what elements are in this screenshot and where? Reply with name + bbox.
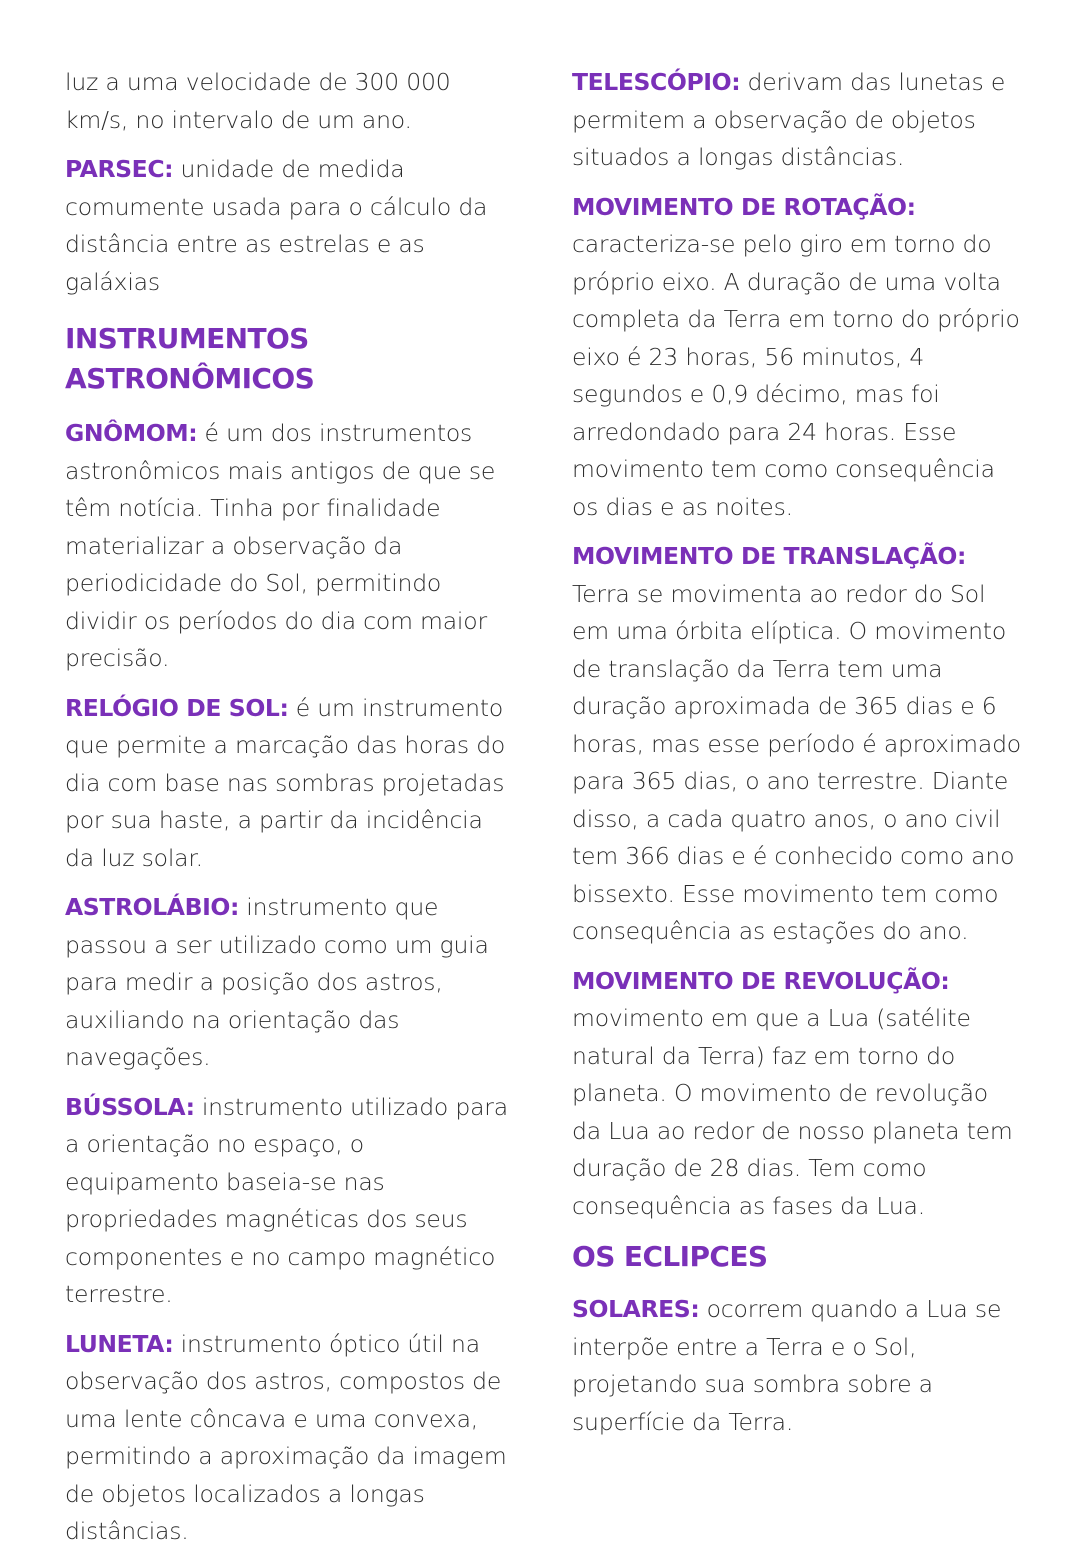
spyglass-definition — [65, 1326, 515, 1551]
telescope-term: TELESCÓPIO: — [572, 68, 741, 96]
spyglass-term: LUNETA: — [65, 1329, 174, 1358]
revolution-definition — [572, 963, 1022, 1226]
sundial-definition — [65, 690, 515, 878]
eclipses-section-title: OS ECLIPCES — [572, 1240, 768, 1273]
rotation-definition — [572, 189, 1022, 527]
parsec-definition — [65, 151, 515, 301]
gnomom-text: é um dos instrumentos astronômicos mais antigos de que se têm notícia. Tinha por finalidade materializar a observação da periodicidade do Sol, permitindo dividir os períodos do dia com maior precisão. — [65, 419, 496, 672]
telescope-definition — [572, 64, 1022, 177]
solar-eclipse-text: ocorrem quando a Lua se interpõe entre a Terra e o Sol, projetando sua sombra sobre a superfície da Terra. — [572, 1295, 1002, 1436]
telescope-text: derivam das lunetas e permitem a observação de objetos situados a longas distâncias. — [572, 68, 1006, 171]
solar-eclipse-definition — [572, 1291, 1022, 1441]
solar-eclipse-term: SOLARES: — [572, 1295, 700, 1323]
astrolabe-definition — [65, 889, 515, 1077]
parsec-term: PARSEC: — [65, 155, 174, 183]
compass-term: BÚSSOLA: — [65, 1092, 195, 1121]
right-column — [572, 64, 1022, 1453]
spyglass-text: instrumento óptico útil na observação dos astros, compostos de uma lente côncava e uma convexa, permitindo a aproximação da imagem de objetos localizados a longas distâncias. — [65, 1329, 507, 1545]
gnomom-definition — [65, 415, 515, 678]
gnomom-term: GNÔMOM: — [65, 419, 198, 447]
translation-term: MOVIMENTO DE TRANSLAÇÃO: — [572, 542, 966, 570]
translation-definition — [572, 538, 1022, 951]
intro-paragraph — [65, 64, 515, 139]
compass-definition — [65, 1089, 515, 1314]
left-column — [65, 64, 515, 1563]
sundial-text: é um instrumento que permite a marcação das horas do dia com base nas sombras projetadas por sua haste, a partir da incidência da luz solar. — [65, 693, 506, 872]
translation-text: Terra se movimenta ao redor do Sol em uma órbita elíptica. O movimento de translação da Terra tem uma duração aproximada de 365 dias e 6 horas, mas esse período é aproximado para 365 dias, o ano terrestre. Diante disso, a cada quatro anos, o ano civil tem 366 dias e é conhecido como ano bissexto. Esse movimento tem como consequência as estações do ano. — [572, 579, 1021, 945]
compass-text: instrumento utilizado para a orientação no espaço, o equipamento baseia-se nas propriedades magnéticas dos seus componentes e no campo magnético terrestre. — [65, 1092, 508, 1308]
revolution-term: MOVIMENTO DE REVOLUÇÃO: — [572, 966, 950, 995]
rotation-text: caracteriza-se pelo giro em torno do próprio eixo. A duração de uma volta completa da Terra em torno do próprio eixo é 23 horas, 56 minutos, 4 segundos e 0,9 décimo, mas foi arredondado para 24 horas. Esse movimento tem como consequência os dias e as noites. — [572, 230, 1020, 521]
instruments-section-title: INSTRUMENTOS ASTRONÔMICOS — [65, 322, 315, 395]
revolution-text: movimento em que a Lua (satélite natural da Terra) faz em torno do planeta. O movimento de revolução da Lua ao redor de nosso planeta tem duração de 28 dias. Tem como consequência as fases da Lua. — [572, 1004, 1013, 1220]
sundial-term: RELÓGIO DE SOL: — [65, 693, 289, 722]
parsec-text: unidade de medida comumente usada para o cálculo da distância entre as estrelas e as galáxias — [65, 155, 488, 296]
astrolabe-term: ASTROLÁBIO: — [65, 893, 240, 921]
intro-text: luz a uma velocidade de 300 000 km/s, no intervalo de um ano. — [65, 68, 451, 134]
astrolabe-text: instrumento que passou a ser utilizado como um guia para medir a posição dos astros, auxiliando na orientação das navegações. — [65, 893, 489, 1071]
rotation-term: MOVIMENTO DE ROTAÇÃO: — [572, 192, 916, 221]
